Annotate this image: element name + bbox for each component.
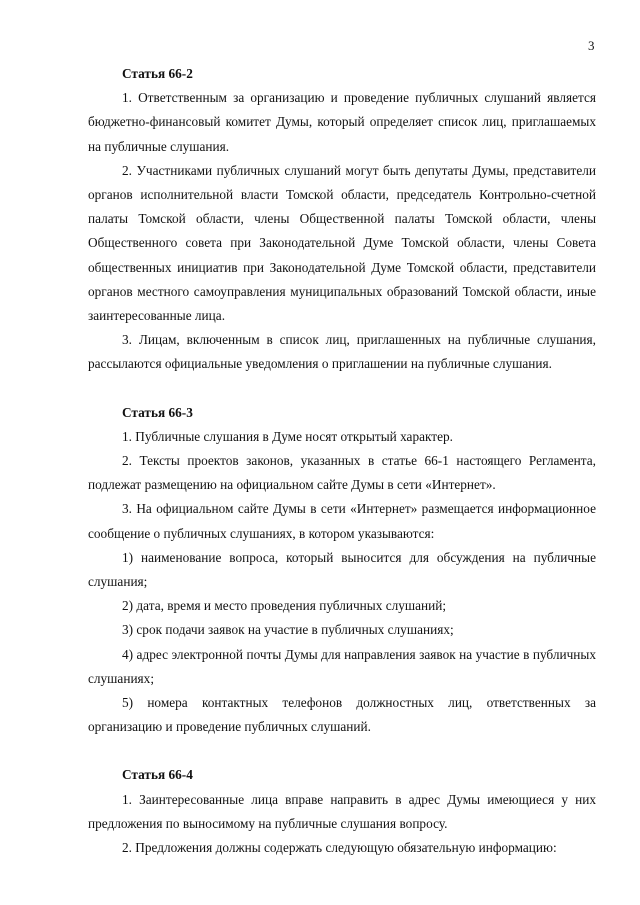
document-body <box>88 62 596 860</box>
list-item: 3) срок подачи заявок на участие в публичных слушаниях; <box>122 622 454 638</box>
article-66-2 <box>88 62 596 377</box>
list-item: 2) дата, время и место проведения публичных слушаний; <box>122 598 447 614</box>
paragraph: 3. Лицам, включенным в список лиц, приглашенных на публичные слушания, рассылаются официальные уведомления о приглашении на публичные слушания. <box>88 332 596 372</box>
paragraph: 1. Ответственным за организацию и проведение публичных слушаний является бюджетно-финансовый комитет Думы, который определяет список лиц, приглашаемых на публичные слушания. <box>88 90 596 154</box>
paragraph: 2. Тексты проектов законов, указанных в статье 66-1 настоящего Регламента, подлежат размещению на официальном сайте Думы в сети «Интернет». <box>88 453 596 493</box>
paragraph: 1. Заинтересованные лица вправе направить в адрес Думы имеющиеся у них предложения по выносимому на публичные слушания вопросу. <box>88 791 596 831</box>
article-title: Статья 66-4 <box>122 767 193 783</box>
paragraph: 1. Публичные слушания в Думе носят открытый характер. <box>122 428 453 444</box>
paragraph: 2. Предложения должны содержать следующую обязательную информацию: <box>122 840 557 856</box>
page-number: 3 <box>588 38 595 53</box>
paragraph: 3. На официальном сайте Думы в сети «Интернет» размещается информационное сообщение о публичных слушаниях, в котором указываются: <box>88 501 596 541</box>
article-66-4 <box>88 763 596 860</box>
section-spacer <box>88 739 596 763</box>
section-spacer <box>88 377 596 401</box>
list-item: 1) наименование вопроса, который выносится для обсуждения на публичные слушания; <box>88 549 596 590</box>
article-title: Статья 66-3 <box>122 404 193 420</box>
list-item: 4) адрес электронной почты Думы для направления заявок на участие в публичных слушаниях; <box>88 646 596 686</box>
article-title: Статья 66-2 <box>122 66 193 81</box>
list-item: 5) номера контактных телефонов должностных лиц, ответственных за организацию и проведение публичных слушаний. <box>88 695 596 735</box>
article-66-3 <box>88 401 596 740</box>
paragraph: 2. Участниками публичных слушаний могут быть депутаты Думы, представители органов исполнительной власти Томской области, председатель Контрольно-счетной палаты Томской области, члены Общественной палаты Томской области, члены Общественного совета при Законодательной Думе Томской области, члены Совета общественных инициатив при Законодательной Думе Томской области, представители органов местного самоуправления муниципальных образований Томской области, иные заинтересованные лица. <box>88 162 596 324</box>
